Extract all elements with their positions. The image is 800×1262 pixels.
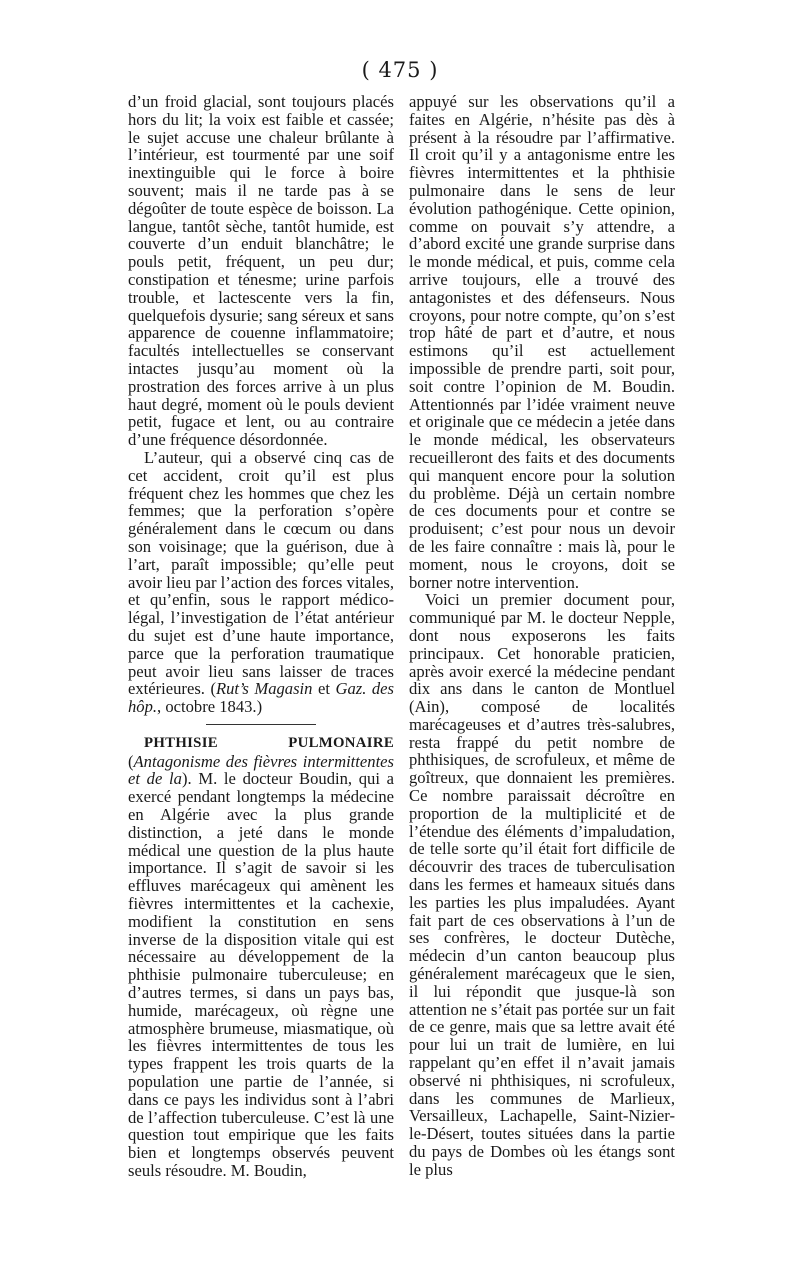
citation-source: Gaz. des hôp.	[128, 679, 394, 717]
section-subtitle: Antagonisme des fièvres intermittentes et de la	[128, 751, 394, 789]
citation-joiner: et	[312, 679, 336, 699]
section-divider	[206, 724, 316, 725]
right-column	[409, 93, 675, 1179]
page-number: ( 475 )	[361, 58, 439, 82]
citation-open: (	[204, 679, 216, 699]
citation-close: , octobre 1843.)	[157, 697, 263, 717]
section-paren-open: (	[128, 751, 134, 771]
paragraph-text: L’auteur, qui a observé cinq cas de cet accident, croit qu’il est plus fréquent chez les hommes que chez les femmes; que la perforation s’opère généralement dans le cœcum ou dans son voisinage; que la guérison, due à l’art, paraît impossible; qu’elle peut avoir lieu par l’action des forces vitales, et qu’enfin, sous le rapport médico-légal, l’investigation de l’état antérieur du sujet est d’une haute importance, parce que la perforation traumatique peut avoir lieu sans laisser de traces extérieures.	[128, 447, 394, 699]
paragraph: appuyé sur les observations qu’il a faites en Algérie, n’hésite pas dès à présent à la résoudre par l’affirmative. Il croit qu’il y a antagonisme entre les fièvres intermittentes et la phthisie pulmonaire dans le sens de leur évolution pathogénique. Cette opinion, comme on pouvait s’y attendre, a d’abord excité une grande surprise dans le monde médical, et puis, comme cela arrive toujours, elle a trouvé des antagonistes et des défenseurs. Nous croyons, pour notre compte, qu’on s’est trop hâté de part et d’autre, et nous estimons qu’il est actuellement impossible de prendre parti, soit pour, soit contre l’opinion de M. Boudin. Attentionnés par l’idée vraiment neuve et originale que ce médecin a jetée dans le monde médical, les observateurs recueilleront des faits et des documents qui manquent encore pour la solution du problème. Déjà un certain nombre de ces documents pour et contre se produisent; c’est pour nous un devoir de les faire connaître : mais là, pour le moment, nous le croyons, doit se borner notre intervention.	[409, 92, 675, 592]
paragraph: d’un froid glacial, sont toujours placés hors du lit; la voix est faible et cassée; le sujet accuse une chaleur brûlante à l’intérieur, est tourmenté par une soif inextinguible qui le force à boire souvent; mais il ne tarde pas à se dégoûter de toute espèce de boisson. La langue, tantôt sèche, tantôt humide, est couverte d’un enduit blanchâtre; le pouls petit, fréquent, un peu dur; constipation et ténesme; urine parfois trouble, et lactescente vers la fin, quelquefois dysurie; sang séreux et sans apparence de couenne inflammatoire; facultés intellectuelles se conservant intactes jusqu’au moment où la prostration des forces arrive à un plus haut degré, moment où le pouls devient petit, fugace et lent, ou au contraire d’une fréquence désordonnée.	[128, 92, 394, 450]
section-title: PHTHISIE PULMONAIRE	[144, 734, 394, 751]
paragraph: Voici un premier document pour, communiqué par M. le docteur Nepple, dont nous exposerons les faits principaux. Cet honorable praticien, après avoir exercé la médecine pendant dix ans dans le canton de Montluel (Ain), composé de localités marécageuses et d’autres très-salubres, resta frappé du petit nombre de phthisiques, de scrofuleux, et même de goîtreux, que donnaient les premières. Ce nombre paraissait décroître en proportion de la multiplicité et de l’étendue des éléments d’impaludation, de telle sorte qu’il était fort difficile de découvrir des traces de tuberculisation dans les fermes et hameaux situés dans les parties les plus impaludées. Ayant fait part de ces observations à l’un de ses confrères, le docteur Dutèche, médecin d’un canton beaucoup plus généralement marécageux que le sien, il lui répondit que jusque-là son attention ne s’était pas portée sur un fait de ce genre, mais que sa lettre avait été pour lui un trait de lumière, en lui rappelant qu’en effet il n’avait jamais observé ni phthisiques, ni scrofuleux, dans les communes de Marlieux, Versailleux, Lachapelle, Saint-Nizier-le-Désert, toutes situées dans la partie du pays de Dombes où les étangs sont le plus	[409, 590, 675, 1179]
citation-source: Rut’s Magasin	[215, 679, 313, 699]
left-column	[128, 93, 394, 1180]
paragraph-text: M. le docteur Boudin, qui a exercé pendant longtemps la médecine en Algérie avec la plus grande distinction, a jeté dans le monde médical une question de la plus haute importance. Il s’agit de savoir si les effluves marécageux qui amènent les fièvres intermittentes et la cachexie, modifient la constitution en sens inverse de la disposition vitale qui est nécessaire au développement de la phthisie pulmonaire tuberculeuse; en d’autres termes, si dans un pays bas, humide, marécageux, où règne une atmosphère brumeuse, miasmatique, où les fièvres intermittentes de tous les types frappent les trois quarts de la population une partie de l’année, si dans ce pays les individus sont à l’abri de l’affection tuberculeuse. C’est là une question tout empirique que les faits bien et longtemps observés peuvent seuls résoudre. M. Boudin,	[128, 769, 395, 1181]
section-paren-close: ).	[181, 769, 192, 789]
section-paragraph	[128, 733, 394, 1180]
paragraph	[128, 449, 394, 716]
